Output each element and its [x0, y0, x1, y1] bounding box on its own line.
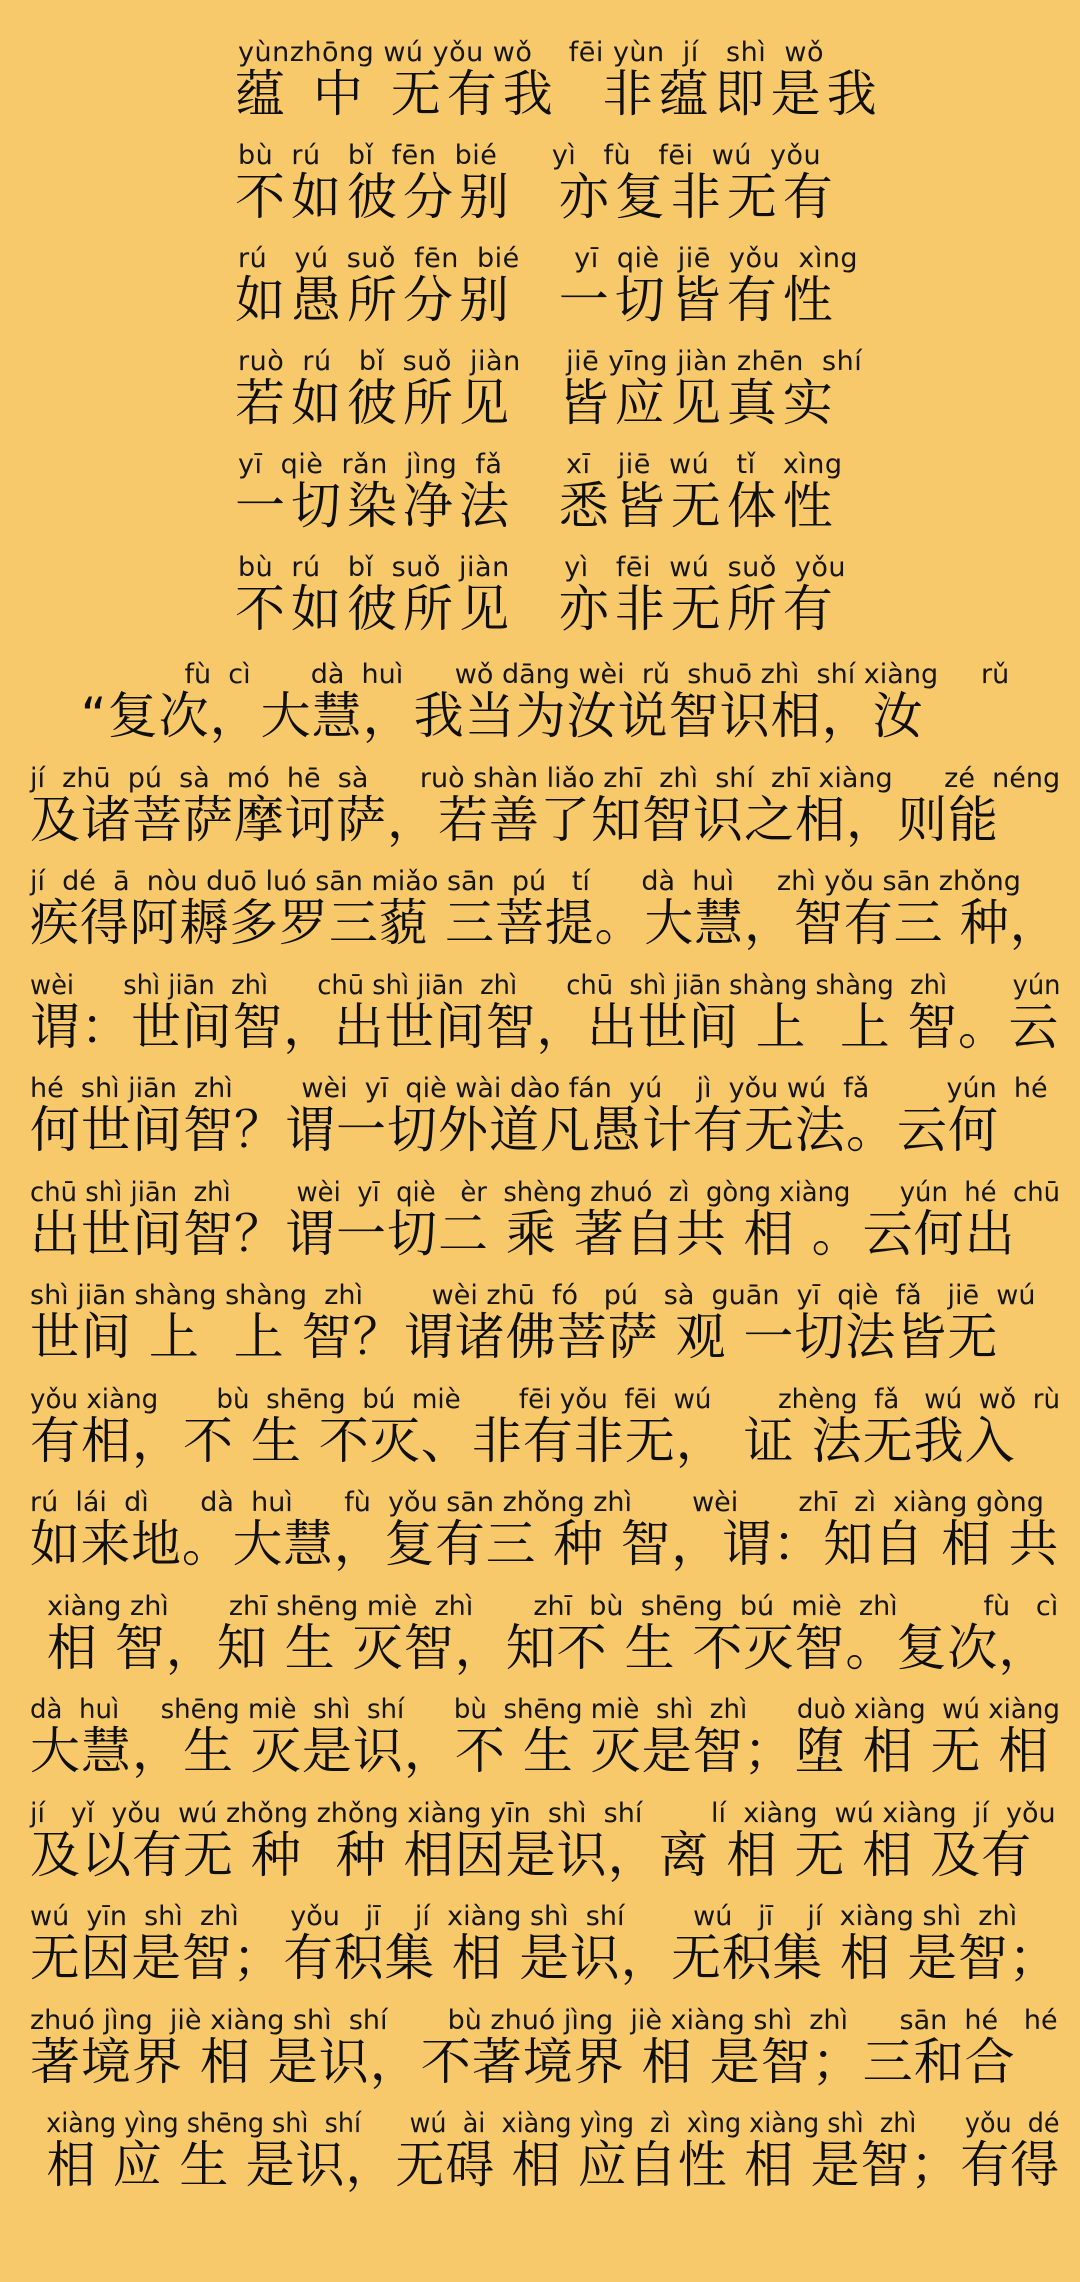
prose-text: 有相，不 生 不灭、非有非无， 证 法无我入	[30, 1411, 1016, 1470]
prose-text: 大慧，生 灭是识，不 生 灭是智；堕 相 无 相	[30, 1722, 1050, 1780]
prose-text: 及以有无 种 种 相因是识，离 相 无 相 及有	[30, 1825, 1033, 1884]
prose-text: 世间 上 上 智？谓诸佛菩萨 观 一切法皆无	[30, 1308, 999, 1366]
prose-pinyin: yǒu xiàng bù shēng bú miè fēi yǒu fēi wú zhèng fǎ wú wǒ rù	[30, 1383, 1061, 1415]
prose-text: 无因是智；有积集 相 是识，无积集 相 是智；	[30, 1929, 1060, 1987]
prose-text: 相 智，知 生 灭智，知不 生 不灭智。复次，	[30, 1618, 1050, 1677]
prose-pinyin: zhuó jìng jiè xiàng shì shí bù zhuó jìng jiè xiàng shì zhì sān hé hé	[30, 2004, 1058, 2036]
verse-line	[0, 244, 1080, 334]
verse-line	[0, 450, 1080, 540]
prose-pinyin: xiàng zhì zhī shēng miè zhì zhī bù shēng bú miè zhì fù cì	[30, 1590, 1059, 1622]
prose-text: 出世间智？谓一切二 乘 著自共 相 。云何出	[30, 1204, 1016, 1263]
prose-pinyin: jí dé ā nòu duō luó sān miǎo sān pú tí dà huì zhì yǒu sān zhǒng	[30, 866, 1021, 897]
prose-line	[0, 1902, 1080, 1992]
prose-text: 谓：世间智，出世间智，出世间 上 上 智。云	[30, 997, 1060, 1056]
verse-pinyin: bù rú bǐ suǒ jiàn yì fēi wú suǒ yǒu	[238, 552, 847, 583]
prose-line	[0, 1695, 1080, 1785]
verse-pinyin: rú yú suǒ fēn bié yī qiè jiē yǒu xìng	[238, 243, 859, 274]
prose-line	[0, 971, 1080, 1061]
prose-line	[0, 2006, 1080, 2096]
verse-pinyin: ruò rú bǐ suǒ jiàn jiē yīng jiàn zhēn shí	[238, 346, 863, 377]
prose-line	[0, 1178, 1080, 1268]
prose-pinyin: hé shì jiān zhì wèi yī qiè wài dào fán yú jì yǒu wú fǎ yún hé	[30, 1073, 1048, 1104]
prose-pinyin: xiàng yìng shēng shì shí wú ài xiàng yìng zì xìng xiàng shì zhì yǒu dé	[30, 2108, 1060, 2139]
prose-line	[0, 1074, 1080, 1164]
verse-line	[0, 141, 1080, 231]
prose-pinyin: wú yīn shì zhì yǒu jī jí xiàng shì shí wú jī jí xiàng shì zhì	[30, 1901, 1018, 1932]
verse-pinyin: bù rú bǐ fēn bié yì fù fēi wú yǒu	[238, 140, 822, 171]
prose-pinyin: jí yǐ yǒu wú zhǒng zhǒng xiàng yīn shì shí lí xiàng wú xiàng jí yǒu	[30, 1797, 1056, 1829]
prose-line	[0, 1385, 1080, 1475]
prose-pinyin: shì jiān shàng shàng zhì wèi zhū fó pú sà guān yī qiè fǎ jiē wú	[30, 1280, 1036, 1311]
verse-pinyin: yùnzhōng wú yǒu wǒ fēi yùn jí shì wǒ	[238, 37, 825, 68]
verse-line	[0, 347, 1080, 437]
prose-text: “复次，大慧，我当为汝说智识相，汝	[30, 687, 924, 745]
prose-line	[0, 2109, 1080, 2199]
prose-pinyin: dà huì shēng miè shì shí bù shēng miè shì zhì duò xiàng wú xiàng	[30, 1694, 1060, 1725]
verse-text: 蕴 中 无有我 非蕴即是我	[235, 65, 883, 123]
verse-text: 不如彼分别 亦复非无有	[235, 168, 839, 226]
prose-text: 何世间智？谓一切外道凡愚计有无法。云何	[30, 1101, 999, 1159]
prose-pinyin: fù cì dà huì wǒ dāng wèi rǔ shuō zhì shí xiàng rǔ	[30, 659, 1010, 690]
prose-pinyin: rú lái dì dà huì fù yǒu sān zhǒng zhì wèi zhī zì xiàng gòng	[30, 1487, 1044, 1518]
prose-pinyin: wèi shì jiān zhì chū shì jiān zhì chū shì jiān shàng shàng zhì yún	[30, 969, 1061, 1001]
verse-text: 不如彼所见 亦非无所有	[235, 580, 839, 638]
prose-line	[0, 1592, 1080, 1682]
verse-text: 若如彼所见 皆应见真实	[235, 374, 839, 432]
prose-line	[0, 1799, 1080, 1889]
verse-pinyin: yī qiè rǎn jìng fǎ xī jiē wú tǐ xìng	[238, 449, 843, 480]
prose-line	[0, 660, 1080, 750]
prose-text: 相 应 生 是识，无碍 相 应自性 相 是智；有得	[30, 2136, 1060, 2194]
prose-line	[0, 1488, 1080, 1578]
prose-text: 著境界 相 是识，不著境界 相 是智；三和合	[30, 2032, 1016, 2091]
prose-pinyin: jí zhū pú sà mó hē sà ruò shàn liǎo zhī zhì shí zhī xiàng zé néng	[30, 762, 1061, 794]
prose-line	[0, 1281, 1080, 1371]
prose-text: 疾得阿耨多罗三藐 三菩提。大慧，智有三 种，	[30, 894, 1060, 952]
prose-line	[0, 867, 1080, 957]
verse-line	[0, 38, 1080, 128]
prose-line	[0, 764, 1080, 854]
prose-text: 如来地。大慧，复有三 种 智，谓：知自 相 共	[30, 1515, 1060, 1573]
verse-line	[0, 553, 1080, 643]
prose-text: 及诸菩萨摩诃萨，若善了知智识之相，则能	[30, 790, 999, 849]
verse-text: 如愚所分别 一切皆有性	[235, 271, 839, 329]
verse-text: 一切染净法 悉皆无体性	[235, 477, 839, 535]
prose-pinyin: chū shì jiān zhì wèi yī qiè èr shèng zhuó zì gòng xiàng yún hé chū	[30, 1176, 1061, 1208]
